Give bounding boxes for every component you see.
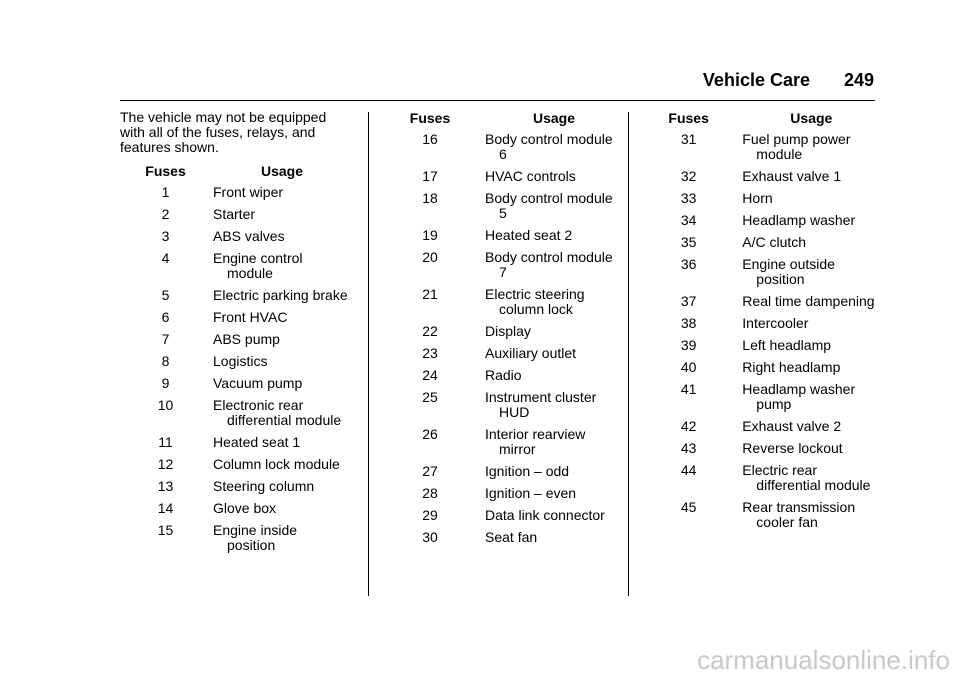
table-row xyxy=(128,435,348,457)
fuse-usage-cell xyxy=(213,479,348,501)
fuse-usage-cell xyxy=(485,390,620,427)
fuse-number: 10 xyxy=(157,397,174,413)
fuses-header: Fuses xyxy=(409,110,451,126)
table-row xyxy=(128,310,348,332)
fuse-number: 9 xyxy=(161,375,170,391)
fuse-usage-cell xyxy=(213,288,348,310)
usage-header: Usage xyxy=(533,110,576,126)
table-row xyxy=(385,390,620,427)
table-row xyxy=(645,419,875,441)
fuse-usage-cell xyxy=(485,191,620,228)
table-row xyxy=(385,346,620,368)
fuse-usage: Vacuum pump xyxy=(213,375,303,391)
fuse-number: 23 xyxy=(422,345,438,361)
fuse-usage: Engine inside position xyxy=(213,522,298,553)
fuse-number: 21 xyxy=(422,286,438,302)
fuse-usage-cell xyxy=(485,169,620,191)
fuse-usage-cell xyxy=(485,228,620,250)
page-header xyxy=(0,0,960,100)
fuse-number: 24 xyxy=(422,367,438,383)
fuse-usage: Right headlamp xyxy=(742,359,841,375)
fuse-number: 33 xyxy=(680,190,697,206)
fuse-usage-cell xyxy=(742,338,875,360)
table-row xyxy=(385,132,620,169)
table-row xyxy=(645,132,875,169)
fuse-number: 31 xyxy=(680,131,697,147)
table-row xyxy=(128,229,348,251)
fuse-usage-cell xyxy=(213,398,348,435)
fuse-usage: Data link connector xyxy=(485,507,605,523)
fuse-usage: Electric rear differential module xyxy=(742,462,871,493)
table-row xyxy=(385,228,620,250)
table-row xyxy=(128,207,348,229)
fuse-number: 42 xyxy=(680,418,697,434)
fuse-usage: Left headlamp xyxy=(742,337,832,353)
fuse-number: 3 xyxy=(161,228,170,244)
fuse-number: 25 xyxy=(422,389,438,405)
fuses-header: Fuses xyxy=(145,163,186,179)
fuse-number: 5 xyxy=(161,287,170,303)
table-row xyxy=(645,338,875,360)
fuse-number: 22 xyxy=(422,323,438,339)
fuse-number: 19 xyxy=(422,227,438,243)
column-3 xyxy=(645,110,875,537)
fuse-usage: Front wiper xyxy=(213,184,284,200)
usage-header: Usage xyxy=(790,110,833,126)
table-row xyxy=(128,376,348,398)
fuse-usage: Exhaust valve 2 xyxy=(742,418,842,434)
fuse-number: 7 xyxy=(161,331,170,347)
fuse-usage-cell xyxy=(742,132,875,169)
fuse-table-1 xyxy=(128,163,348,560)
fuse-usage-cell xyxy=(485,508,620,530)
fuse-usage-cell xyxy=(213,523,348,560)
column-1 xyxy=(120,110,360,560)
table-row xyxy=(385,508,620,530)
fuse-usage-cell xyxy=(485,346,620,368)
fuse-number: 27 xyxy=(422,463,438,479)
fuse-usage: Reverse lockout xyxy=(742,440,843,456)
fuse-usage-cell xyxy=(485,324,620,346)
table-row xyxy=(385,486,620,508)
fuse-usage: Ignition – odd xyxy=(485,463,570,479)
fuse-number: 39 xyxy=(680,337,697,353)
fuse-usage-cell xyxy=(213,251,348,288)
fuse-number: 43 xyxy=(680,440,697,456)
fuse-usage-cell xyxy=(213,310,348,332)
fuse-usage: Headlamp washer pump xyxy=(742,381,856,412)
fuse-usage-cell xyxy=(213,457,348,479)
table-row xyxy=(645,294,875,316)
fuse-usage: Starter xyxy=(213,206,256,222)
fuse-usage-cell xyxy=(213,229,348,251)
fuse-number: 6 xyxy=(161,309,170,325)
fuse-number: 18 xyxy=(422,190,438,206)
fuse-number: 41 xyxy=(680,381,697,397)
fuse-number: 26 xyxy=(422,426,438,442)
fuse-usage: Fuel pump power module xyxy=(742,131,851,162)
fuse-usage-cell xyxy=(485,427,620,464)
fuse-usage-cell xyxy=(485,250,620,287)
table-row xyxy=(128,288,348,310)
fuse-usage: Glove box xyxy=(213,500,277,516)
fuse-usage: Headlamp washer xyxy=(742,212,856,228)
table-row xyxy=(128,251,348,288)
fuse-usage: ABS pump xyxy=(213,331,280,347)
fuse-number: 45 xyxy=(680,499,697,515)
fuse-usage: Radio xyxy=(485,367,522,383)
table-row xyxy=(128,479,348,501)
fuse-usage-cell xyxy=(742,294,875,316)
intro-text: The vehicle may not be equipped with all of the fuses, relays, and features shown. xyxy=(120,109,327,155)
table-row xyxy=(645,316,875,338)
fuse-number: 30 xyxy=(422,529,438,545)
fuse-usage: Electronic rear differential module xyxy=(213,397,342,428)
fuse-usage: Seat fan xyxy=(485,529,538,545)
fuse-number: 13 xyxy=(157,478,174,494)
fuse-number: 32 xyxy=(680,168,697,184)
fuse-number: 17 xyxy=(422,168,438,184)
fuse-usage: Display xyxy=(485,323,531,339)
section-title: Vehicle Care xyxy=(702,70,810,90)
fuse-number: 36 xyxy=(680,256,697,272)
fuse-usage-cell xyxy=(742,235,875,257)
table-row xyxy=(385,191,620,228)
fuse-usage: Auxiliary outlet xyxy=(485,345,577,361)
fuse-number: 1 xyxy=(161,184,170,200)
fuse-usage-cell xyxy=(213,332,348,354)
table-row xyxy=(385,324,620,346)
usage-header: Usage xyxy=(261,163,304,179)
table-row xyxy=(385,250,620,287)
table-row xyxy=(645,169,875,191)
fuse-usage: Rear transmission cooler fan xyxy=(742,499,856,530)
table-row xyxy=(128,523,348,560)
fuse-usage: Exhaust valve 1 xyxy=(742,168,842,184)
page-number: 249 xyxy=(843,70,874,90)
table-row xyxy=(385,368,620,390)
fuse-usage-cell xyxy=(742,257,875,294)
fuse-number: 15 xyxy=(157,522,174,538)
fuse-usage: Heated seat 1 xyxy=(213,434,301,450)
fuse-usage-cell xyxy=(213,435,348,457)
fuse-usage-cell xyxy=(213,207,348,229)
fuse-usage-cell xyxy=(485,368,620,390)
fuse-usage-cell xyxy=(213,354,348,376)
fuse-number: 28 xyxy=(422,485,438,501)
fuse-usage: Column lock module xyxy=(213,456,340,472)
fuse-number: 34 xyxy=(680,212,697,228)
table-row xyxy=(385,169,620,191)
table-row xyxy=(645,191,875,213)
fuse-number: 29 xyxy=(422,507,438,523)
fuse-number: 37 xyxy=(680,293,697,309)
fuse-usage-cell xyxy=(742,500,875,537)
fuse-number: 11 xyxy=(158,434,173,450)
table-row xyxy=(128,457,348,479)
table-row xyxy=(385,464,620,486)
fuse-number: 14 xyxy=(157,500,174,516)
fuse-usage: Instrument cluster HUD xyxy=(485,389,597,420)
column-divider xyxy=(628,112,629,596)
column-2 xyxy=(385,110,620,552)
fuse-usage-cell xyxy=(213,376,348,398)
fuse-usage-cell xyxy=(213,185,348,207)
fuse-number: 40 xyxy=(680,359,697,375)
fuse-usage: Engine control module xyxy=(213,250,303,281)
fuse-number: 12 xyxy=(157,456,174,472)
fuse-number: 20 xyxy=(422,249,438,265)
fuse-usage-cell xyxy=(742,213,875,235)
fuse-usage-cell xyxy=(485,464,620,486)
fuse-usage: Body control module 5 xyxy=(485,190,613,221)
table-row xyxy=(645,235,875,257)
fuse-usage-cell xyxy=(485,287,620,324)
fuse-table-2 xyxy=(385,110,620,552)
table-row xyxy=(645,257,875,294)
fuse-usage-cell xyxy=(742,191,875,213)
fuse-usage: Heated seat 2 xyxy=(485,227,573,243)
fuse-usage-cell xyxy=(742,419,875,441)
fuse-usage: Engine outside position xyxy=(742,256,835,287)
table-row xyxy=(128,332,348,354)
fuse-usage: Electric steering column lock xyxy=(485,286,585,317)
fuse-usage-cell xyxy=(742,382,875,419)
fuse-table-3 xyxy=(645,110,875,537)
fuse-number: 44 xyxy=(680,462,697,478)
fuse-number: 16 xyxy=(422,131,438,147)
table-row xyxy=(128,185,348,207)
fuse-usage: Electric parking brake xyxy=(213,287,348,303)
table-row xyxy=(645,213,875,235)
table-row xyxy=(645,382,875,419)
fuse-usage: HVAC controls xyxy=(485,168,576,184)
table-row xyxy=(645,441,875,463)
fuses-header: Fuses xyxy=(668,110,709,126)
fuse-usage: Front HVAC xyxy=(213,309,288,325)
fuse-usage: Body control module 6 xyxy=(485,131,613,162)
fuse-usage: A/C clutch xyxy=(742,234,807,250)
table-row xyxy=(645,360,875,382)
fuse-usage-cell xyxy=(742,441,875,463)
fuse-number: 2 xyxy=(161,206,170,222)
fuse-number: 38 xyxy=(680,315,697,331)
table-row xyxy=(128,501,348,523)
fuse-usage-cell xyxy=(742,316,875,338)
fuse-usage: Interior rearview mirror xyxy=(485,426,586,457)
fuse-usage-cell xyxy=(213,501,348,523)
column-divider xyxy=(368,112,369,596)
fuse-usage: Body control module 7 xyxy=(485,249,613,280)
fuse-usage-cell xyxy=(742,360,875,382)
fuse-usage: ABS valves xyxy=(213,228,285,244)
watermark: carmanualsonline.info xyxy=(697,645,950,675)
fuse-usage: Horn xyxy=(742,190,773,206)
fuse-number: 4 xyxy=(161,250,170,266)
table-row xyxy=(128,354,348,376)
fuse-usage-cell xyxy=(485,530,620,552)
fuse-usage: Real time dampening xyxy=(742,293,875,309)
table-row xyxy=(385,530,620,552)
fuse-usage: Intercooler xyxy=(742,315,809,331)
table-row xyxy=(645,500,875,537)
fuse-usage-cell xyxy=(485,132,620,169)
fuse-usage: Logistics xyxy=(213,353,268,369)
fuse-usage: Steering column xyxy=(213,478,315,494)
fuse-usage: Ignition – even xyxy=(485,485,577,501)
header-divider xyxy=(120,100,875,101)
fuse-usage-cell xyxy=(485,486,620,508)
table-row xyxy=(645,463,875,500)
table-row xyxy=(128,398,348,435)
fuse-number: 8 xyxy=(161,353,170,369)
fuse-number: 35 xyxy=(680,234,697,250)
fuse-usage-cell xyxy=(742,169,875,191)
table-row xyxy=(385,427,620,464)
fuse-usage-cell xyxy=(742,463,875,500)
table-row xyxy=(385,287,620,324)
